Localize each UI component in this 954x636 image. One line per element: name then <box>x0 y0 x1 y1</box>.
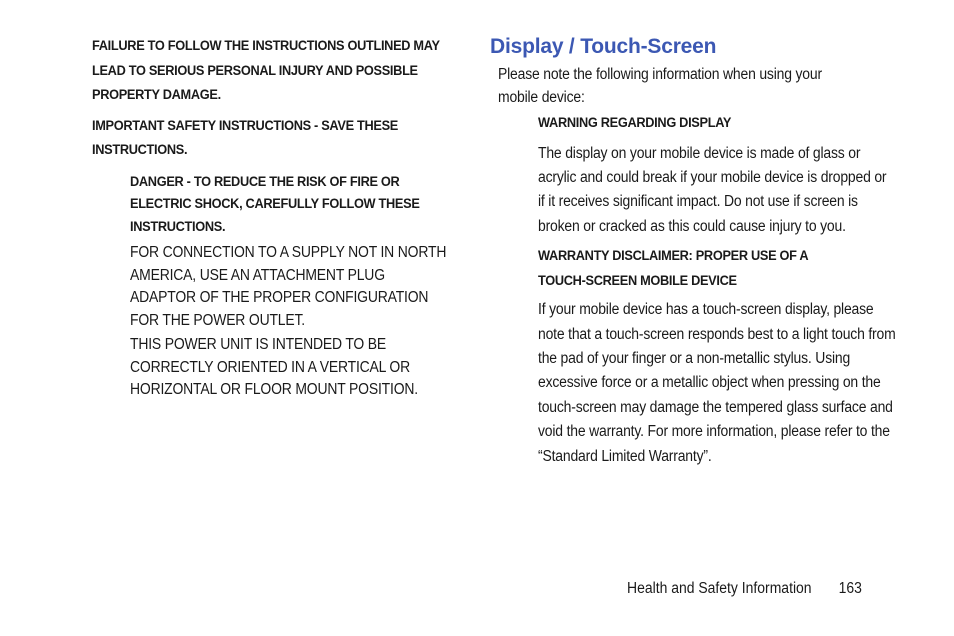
connection-supply-text: FOR CONNECTION TO A SUPPLY NOT IN NORTH AMERICA, USE AN ATTACHMENT PLUG ADAPTOR OF THE PROPER CONFIGURATION FOR THE POWER OUTLET. <box>130 244 447 329</box>
danger-warning-text: DANGER - TO REDUCE THE RISK OF FIRE OR ELECTRIC SHOCK, CAREFULLY FOLLOW THESE INSTRUCTIONS. <box>130 173 420 235</box>
intro-text: Please note the following information when using your mobile device: <box>498 66 822 106</box>
failure-warning-text: FAILURE TO FOLLOW THE INSTRUCTIONS OUTLINED MAY LEAD TO SERIOUS PERSONAL INJURY AND POSSIBLE PROPERTY DAMAGE. <box>92 38 440 103</box>
warning-display-text: The display on your mobile device is made of glass or acrylic and could break if your mobile device is dropped or if it receives significant impact. Do not use if screen is broken or cracked as this could cause injury to you. <box>538 144 887 235</box>
power-unit-orientation-text: THIS POWER UNIT IS INTENDED TO BE CORRECTLY ORIENTED IN A VERTICAL OR HORIZONTAL OR FLOOR MOUNT POSITION. <box>130 336 418 398</box>
left-column <box>92 34 452 402</box>
important-safety-instructions: IMPORTANT SAFETY INSTRUCTIONS - SAVE THESE INSTRUCTIONS. <box>92 117 399 158</box>
warranty-disclaimer-text: If your mobile device has a touch-screen display, please note that a touch-screen responds best to a light touch from the pad of your finger or a non-metallic stylus. Using excessive force or a metallic object when pressing on the touch-screen may damage the tempered glass surface and void the warranty. For more information, please refer to the “Standard Limited Warranty”. <box>538 301 896 465</box>
page-number: 163 <box>838 580 862 597</box>
page-footer <box>627 578 861 600</box>
section-heading: Display / Touch-Screen <box>490 35 717 58</box>
warning-display-heading: WARNING REGARDING DISPLAY <box>538 115 732 131</box>
warranty-disclaimer-heading: WARRANTY DISCLAIMER: PROPER USE OF A TOUCH-SCREEN MOBILE DEVICE <box>538 248 808 289</box>
right-column <box>490 33 900 469</box>
footer-section-title: Health and Safety Information <box>627 580 812 597</box>
